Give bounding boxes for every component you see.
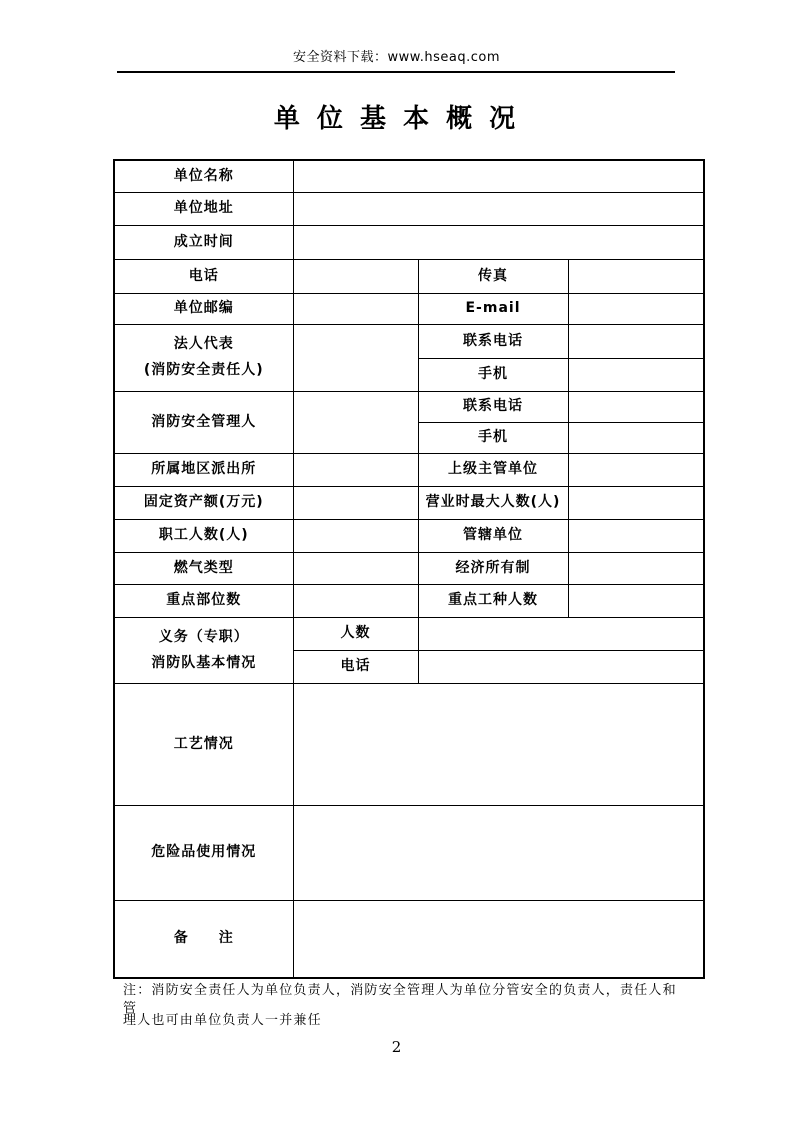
table-row	[114, 805, 704, 900]
gas-type-label: 燃气类型	[114, 552, 293, 584]
manager-contact-phone-label: 联系电话	[418, 391, 568, 422]
process-info-label: 工艺情况	[114, 683, 293, 805]
fire-safety-manager-label: 消防安全管理人	[114, 391, 293, 453]
table-row	[114, 192, 704, 225]
fire-brigade-label-line1: 义务（专职）	[158, 628, 249, 645]
hazmat-usage-field[interactable]	[293, 805, 704, 900]
jurisdiction-unit-field[interactable]	[568, 519, 704, 552]
legal-rep-label-line1: 法人代表	[173, 336, 234, 353]
hazmat-usage-label: 危险品使用情况	[114, 805, 293, 900]
manager-mobile-label: 手机	[418, 422, 568, 453]
table-row	[114, 519, 704, 552]
legal-rep-contact-phone-label: 联系电话	[418, 324, 568, 358]
table-row	[114, 683, 704, 805]
unit-address-field[interactable]	[293, 192, 704, 225]
jurisdiction-unit-label: 管辖单位	[418, 519, 568, 552]
legal-rep-field[interactable]	[293, 324, 418, 391]
footer-note-line2: 理人也可由单位负责人一并兼任	[123, 1013, 322, 1028]
remarks-field[interactable]	[293, 900, 704, 978]
legal-rep-label	[114, 324, 293, 391]
manager-contact-phone-field[interactable]	[568, 391, 704, 422]
table-row	[114, 391, 704, 422]
table-row	[114, 225, 704, 259]
table-row	[114, 584, 704, 617]
legal-rep-mobile-label: 手机	[418, 358, 568, 391]
page-title: 单 位 基 本 概 况	[273, 104, 520, 134]
fax-label: 传真	[418, 259, 568, 293]
table-row	[114, 486, 704, 519]
header-download-text: 安全资料下载：www.hseaq.com	[293, 50, 500, 65]
fire-brigade-headcount-field[interactable]	[418, 617, 704, 650]
key-post-staff-count-field[interactable]	[568, 584, 704, 617]
legal-rep-mobile-field[interactable]	[568, 358, 704, 391]
phone-label: 电话	[114, 259, 293, 293]
header-rule	[117, 71, 675, 73]
table-row	[114, 293, 704, 324]
phone-field[interactable]	[293, 259, 418, 293]
fire-brigade-label	[114, 617, 293, 683]
superior-unit-field[interactable]	[568, 453, 704, 486]
email-field[interactable]	[568, 293, 704, 324]
table-row	[114, 453, 704, 486]
key-locations-count-field[interactable]	[293, 584, 418, 617]
unit-name-label: 单位名称	[114, 160, 293, 192]
gas-type-field[interactable]	[293, 552, 418, 584]
remarks-label: 备 注	[114, 900, 293, 978]
fire-brigade-phone-field[interactable]	[418, 650, 704, 683]
staff-count-label: 职工人数(人)	[114, 519, 293, 552]
fax-field[interactable]	[568, 259, 704, 293]
unit-info-table	[113, 159, 705, 979]
staff-count-field[interactable]	[293, 519, 418, 552]
max-occupancy-label: 营业时最大人数(人)	[418, 486, 568, 519]
table-row	[114, 324, 704, 358]
table-row	[114, 617, 704, 650]
legal-rep-label-line2: (消防安全责任人)	[143, 362, 264, 378]
manager-mobile-field[interactable]	[568, 422, 704, 453]
legal-rep-contact-phone-field[interactable]	[568, 324, 704, 358]
table-row	[114, 259, 704, 293]
fire-brigade-headcount-label: 人数	[293, 617, 418, 650]
table-row	[114, 900, 704, 978]
police-station-label: 所属地区派出所	[114, 453, 293, 486]
fixed-assets-label: 固定资产额(万元)	[114, 486, 293, 519]
unit-address-label: 单位地址	[114, 192, 293, 225]
table-row	[114, 552, 704, 584]
superior-unit-label: 上级主管单位	[418, 453, 568, 486]
police-station-field[interactable]	[293, 453, 418, 486]
fire-brigade-phone-label: 电话	[293, 650, 418, 683]
process-info-field[interactable]	[293, 683, 704, 805]
footer-note-line1: 注：消防安全责任人为单位负责人，消防安全管理人为单位分管安全的负责人，责任人和管	[123, 983, 677, 1016]
fire-safety-manager-field[interactable]	[293, 391, 418, 453]
unit-name-field[interactable]	[293, 160, 704, 192]
founding-date-field[interactable]	[293, 225, 704, 259]
postcode-field[interactable]	[293, 293, 418, 324]
fixed-assets-field[interactable]	[293, 486, 418, 519]
founding-date-label: 成立时间	[114, 225, 293, 259]
page-number: 2	[391, 1038, 402, 1056]
postcode-label: 单位邮编	[114, 293, 293, 324]
key-post-staff-count-label: 重点工种人数	[418, 584, 568, 617]
table-row	[114, 160, 704, 192]
email-label: E-mail	[418, 293, 568, 324]
key-locations-count-label: 重点部位数	[114, 584, 293, 617]
ownership-field[interactable]	[568, 552, 704, 584]
ownership-label: 经济所有制	[418, 552, 568, 584]
fire-brigade-label-line2: 消防队基本情况	[151, 654, 257, 671]
max-occupancy-field[interactable]	[568, 486, 704, 519]
